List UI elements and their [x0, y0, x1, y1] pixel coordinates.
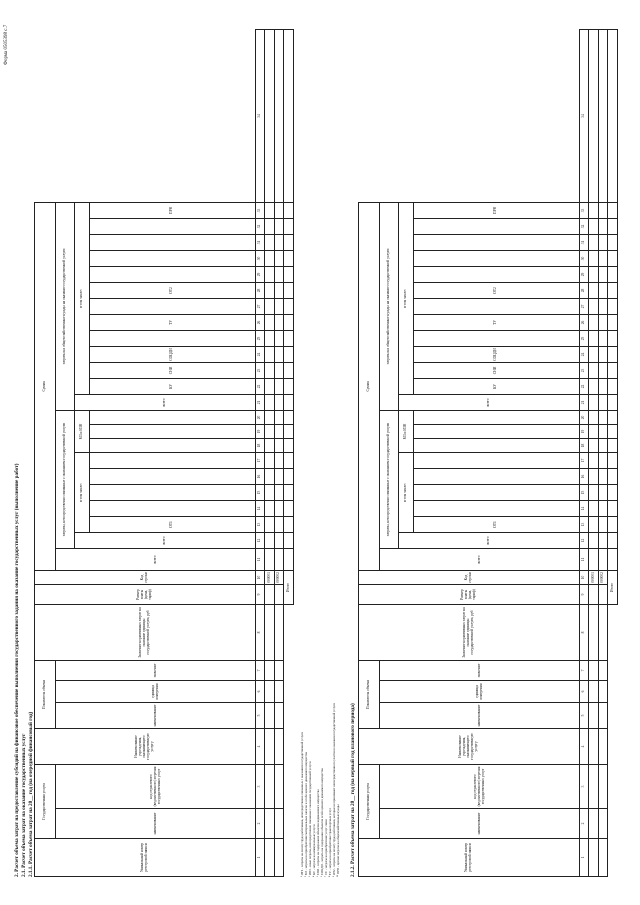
col-uchrezhdenie: Наименование учреждения, оказывающего государственную услугу	[35, 729, 256, 765]
col-obshchehoz: затраты на общехозяйственные нужды на оказание государственной услуги	[56, 202, 75, 410]
section-title: 2. Расчет объема затрат на предоставление субсидий на финансовое обеспечение выполнения государственного задания на оказание государственных услуг (выполнение работ)	[14, 463, 20, 877]
table-row: 000001	[589, 30, 599, 877]
table-row: 000002	[598, 30, 608, 877]
col-neposred: затраты, непосредственно связанные с оказанием государственной услуги	[56, 410, 75, 548]
col-summa: Сумма	[35, 202, 56, 570]
col-naimenovanie-pok: наименование	[56, 703, 256, 729]
col-ku: КУ	[89, 378, 255, 394]
form-code: Форма 0505398 с.7	[4, 24, 9, 65]
col-gos-usluga: Государственная услуга	[35, 765, 56, 839]
col-vsego-2: всего	[75, 532, 256, 548]
itogo-row: Итого	[608, 30, 618, 877]
col-mz: МЗ и ИЗН	[75, 410, 89, 452]
col-vtomchisle-1: в том числе:	[75, 452, 89, 532]
col-vsego: всего	[56, 548, 256, 570]
subsection-title: 2.1. Расчет объема затрат на оказание государственных услуг	[21, 733, 27, 877]
itogo-row: Итого	[284, 30, 294, 877]
col-tu: ТУ	[89, 314, 255, 330]
cost-table-1	[34, 29, 294, 877]
column-numbers-row: 1 2 3 4 5 6 7 8 9 10 11 12 13 14 15 16 17 18 19 20 21 22 23 24 25 26 27 28 29 30 31 32 33 34	[255, 30, 265, 877]
table2-title: 2.1.2. Расчет объема затрат на 20__ год (на первый год планового периода)	[350, 703, 356, 877]
col-unique-number: Уникальный номер реестровой записи	[35, 839, 256, 877]
col-sodi: СОЦДИ	[89, 346, 255, 362]
col-razmer-platy: Размер платы (цена, тариф)	[35, 584, 256, 604]
col-pokazatel: Показатель объема	[35, 660, 56, 728]
footnotes: ¹ ОТ1 - затраты на оплату труда работников, непосредственно связанных с оказанием государственной услуги ² МЗ - затраты на приобретение материальных запасов и особо ценного движимого имущества ³ ИНЗ - иные затраты, непосредственно связанные с оказанием государственной услуги ⁴ КУ - затраты на коммунальные услуги ⁵ СНИ - затраты на содержание объектов недвижимого имущества ⁶ СОЦДИ - затраты на содержание объектов особо ценного движимого имущества ⁷ УС - затраты на приобретение услуг связи ⁸ ТУ - затраты на приобретение транспортных услуг ⁹ ОТ2 - затраты на оплату труда работников, которые не принимают непосредственного участия в оказании государственной услуги ¹⁰ ПРН - прочие затраты на общехозяйственные нужды	[300, 702, 340, 877]
col-ot1: ОТ1	[89, 516, 255, 532]
col-vtomchisle-2: в том числе:	[75, 202, 89, 394]
col-vsego-3: всего	[75, 394, 256, 410]
col-naimenovanie: наименование	[56, 809, 256, 839]
col-industry-code: код отраслевого (ведомственного) перечня государственных услуг	[56, 765, 256, 809]
col-edinica: единица измерения	[56, 681, 256, 703]
table1-title: 2.1.1. Расчет объема затрат на 20__ год (на очередной финансовый год)	[28, 711, 34, 877]
table-row: 000001	[265, 30, 275, 877]
table-row: 000002	[274, 30, 284, 877]
col-ot2: ОТ2	[89, 282, 255, 298]
col-znachenie: значение	[56, 660, 256, 680]
col-prn: ПРН	[89, 202, 255, 218]
cost-table-2: Уникальный номер реестровой записи Государственная услуга Наименование учреждения, оказывающего государственную услугу Показатель объема Значение нормативных затрат на оказание единицы государственной услуги, руб Размер платы (цена, тариф) Код строки Сумма наименование код отраслевого (ведомственного) перечня государственных услуг наименование единица измерения значение всего затраты, непосредственно связанные с оказанием государственной услуги затраты на общехозяйственные нужды на оказание государственной услуги всего в том числе: МЗ и ИЗН всего в том числе: ОТ1 КУ СНИ СОЦДИ ТУ ОТ2 ПРН 1 2 3 4 5 6 7 8 9 10 11 12 13 14 15 16 17 18 19 20 21 22 23 24 25 26 27 28 29 30 31 32 33 34 000001 000002 Итого	[358, 29, 618, 877]
col-sni: СНИ	[89, 362, 255, 378]
col-normativ: Значение нормативных затрат на оказание единицы государственной услуги, руб	[35, 604, 256, 660]
col-kod-stroki: Код строки	[35, 570, 256, 584]
